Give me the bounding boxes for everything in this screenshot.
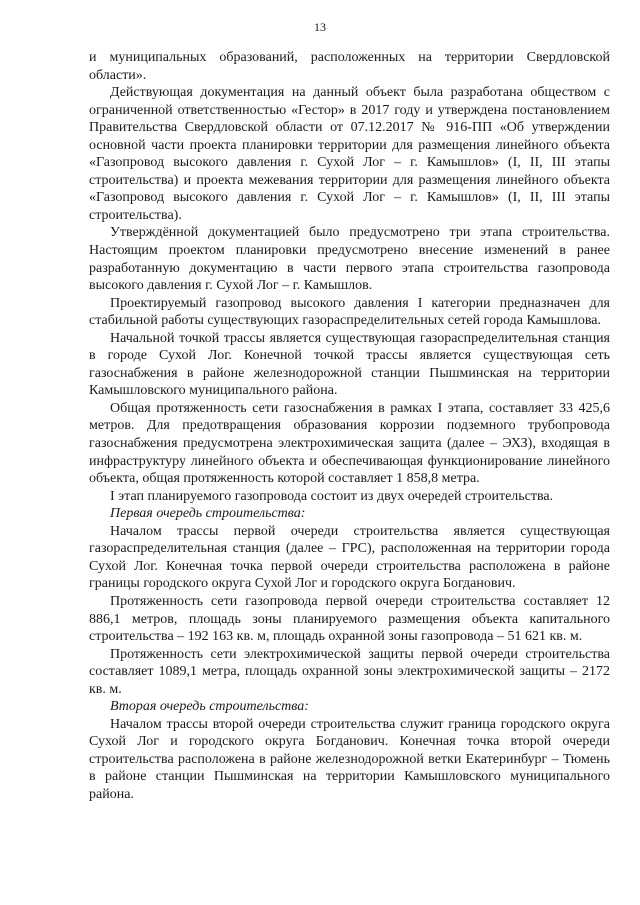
paragraph-3: Утверждённой документацией было предусмотрено три этапа строительства. Настоящим проектом планировки предусмотрено внесение изменений в ранее разработанную документацию в части первого этапа строительства газопровода высокого давления г. Сухой Лог – г. Камышлов.	[89, 225, 610, 294]
paragraph-4: Проектируемый газопровод высокого давления I категории предназначен для стабильной работы существующих газораспределительных сетей города Камышлова.	[89, 295, 610, 329]
subheading-first-stage: Первая очередь строительства:	[110, 506, 306, 522]
subheading-second-stage: Вторая очередь строительства:	[110, 699, 309, 715]
paragraph-5: Начальной точкой трассы является существующая газораспределительная станция в городе Сухой Лог. Конечной точкой трассы является существующая сеть газоснабжения в районе железнодорожной станции Пышминская на территории Камышловского муниципального района.	[89, 330, 610, 399]
paragraph-9: Началом трассы первой очереди строительства является существующая газораспределительная станция (далее – ГРС), расположенная на территории города Сухой Лог. Конечная точка первой очереди строительства расположена в районе границы городского округа Сухой Лог и городского округа Богданович.	[89, 523, 610, 592]
paragraph-7: I этап планируемого газопровода состоит из двух очередей строительства.	[110, 488, 554, 504]
paragraph-6: Общая протяженность сети газоснабжения в рамках I этапа, составляет 33 425,6 метров. Для предотвращения образования коррозии подземного трубопровода газоснабжения предусмотрена электрохимическая защита (далее – ЭХЗ), входящая в инфраструктуру линейного объекта и обеспечивающая функционирование линейного объекта, общая протяженность которой составляет 1 858,8 метра.	[89, 400, 610, 487]
paragraph-1: и муниципальных образований, расположенных на территории Свердловской области».	[89, 50, 610, 83]
paragraph-13: Началом трассы второй очереди строительства служит граница городского округа Сухой Лог и городского округа Богданович. Конечная точка второй очереди строительства расположена в районе железнодорожной ветки Екатеринбург – Тюмень в районе станции Пышминская на территории Камышловского муниципального района.	[89, 716, 610, 802]
page-number: 13	[314, 20, 326, 34]
document-body	[89, 49, 610, 804]
paragraph-11: Протяженность сети электрохимической защиты первой очереди строительства составляет 1089,1 метра, площадь охранной зоны электрохимической защиты – 2172 кв. м.	[89, 646, 610, 697]
paragraph-2: Действующая документация на данный объект была разработана обществом с ограниченной ответственностью «Гестор» в 2017 году и утверждена постановлением Правительства Свердловской области от 07.12.2017 № 916-ПП «Об утверждении основной части проекта планировки территории для размещения линейного объекта «Газопровод высокого давления г. Сухой Лог – г. Камышлов» (I, II, III этапы строительства) и проекта межевания территории для размещения линейного объекта «Газопровод высокого давления г. Сухой Лог – г. Камышлов» (I, II, III этапы строительства).	[89, 85, 610, 223]
paragraph-10: Протяженность сети газопровода первой очереди строительства составляет 12 886,1 метров, площадь зоны планируемого размещения объекта капитального строительства – 192 163 кв. м, площадь охранной зоны газопровода – 51 621 кв. м.	[89, 593, 610, 645]
